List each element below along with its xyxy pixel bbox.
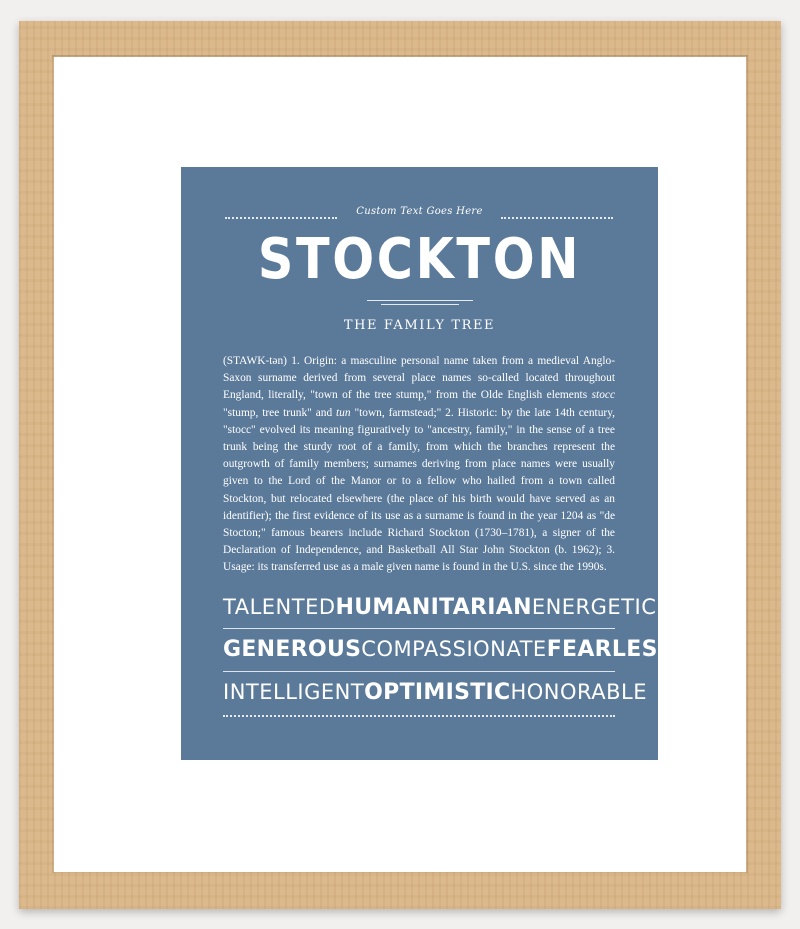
definition-word-stocc: stocc: [591, 389, 615, 402]
trait-word: OPTIMISTIC: [364, 680, 511, 705]
definition-text-3: "town, farmstead;" 2. Historic: by the late 14th century, "stocc" evolved its meaning figuratively to "ancestry, family," in the sense of a tree trunk being the sturdy root of a family, from which the branches represent the outgrowth of family members; surnames deriving from place names were usually given to the Lord of the Manor or to a fellow who hailed from a town called Stockton, but relocated elsewhere (the place of his birth would have served as an identifier); the first evidence of its use as a surname is found in the year 1204 as "de Stocton;" famous bearers include Richard Stockton (1730–1781), a signer of the Declaration of Independence, and Basketball All Star John Stockton (b. 1962); 3. Usage: its transferred use as a male given name is found in the U.S. since the 1990s.: [223, 406, 616, 574]
trait-row-1: [223, 595, 657, 620]
wooden-frame: [19, 21, 781, 909]
subtitle: THE FAMILY TREE: [343, 318, 496, 333]
definition-text-1: 1. Origin: a masculine personal name taken from a medieval Anglo-Saxon surname derived from several place names so-called located throughout England, literally, "town of the tree stump," from the Olde English elements: [223, 355, 615, 402]
trait-word: ENERGETIC: [531, 595, 657, 619]
trait-divider-1: [223, 628, 615, 629]
trait-word: HUMANITARIAN: [335, 595, 532, 620]
trait-word: INTELLIGENT: [223, 680, 365, 704]
dotted-divider-right: [501, 217, 613, 219]
trait-word: HONORABLE: [510, 680, 647, 704]
trait-row-3: [223, 680, 647, 705]
pronunciation: (STAWK-tən): [223, 355, 287, 367]
title-underline-top: [367, 300, 473, 301]
surname-title: STOCKTON: [257, 227, 582, 292]
trait-row-2: [223, 637, 673, 662]
trait-divider-2: [223, 671, 615, 672]
white-mat: [54, 57, 746, 872]
trait-word: GENEROUS: [223, 637, 362, 662]
custom-text: Custom Text Goes Here: [356, 206, 483, 217]
trait-word: TALENTED: [223, 595, 336, 619]
definition-text-2: "stump, tree trunk" and: [223, 406, 337, 419]
definition-word-tun: tun: [336, 406, 351, 419]
title-underline-bottom: [381, 304, 459, 305]
dotted-divider-left: [225, 217, 337, 219]
trait-word: COMPASSIONATE: [361, 637, 547, 661]
dotted-divider-bottom: [223, 715, 615, 717]
trait-word: FEARLESS: [546, 637, 673, 662]
name-definition: [223, 353, 615, 577]
name-print: [181, 167, 673, 760]
